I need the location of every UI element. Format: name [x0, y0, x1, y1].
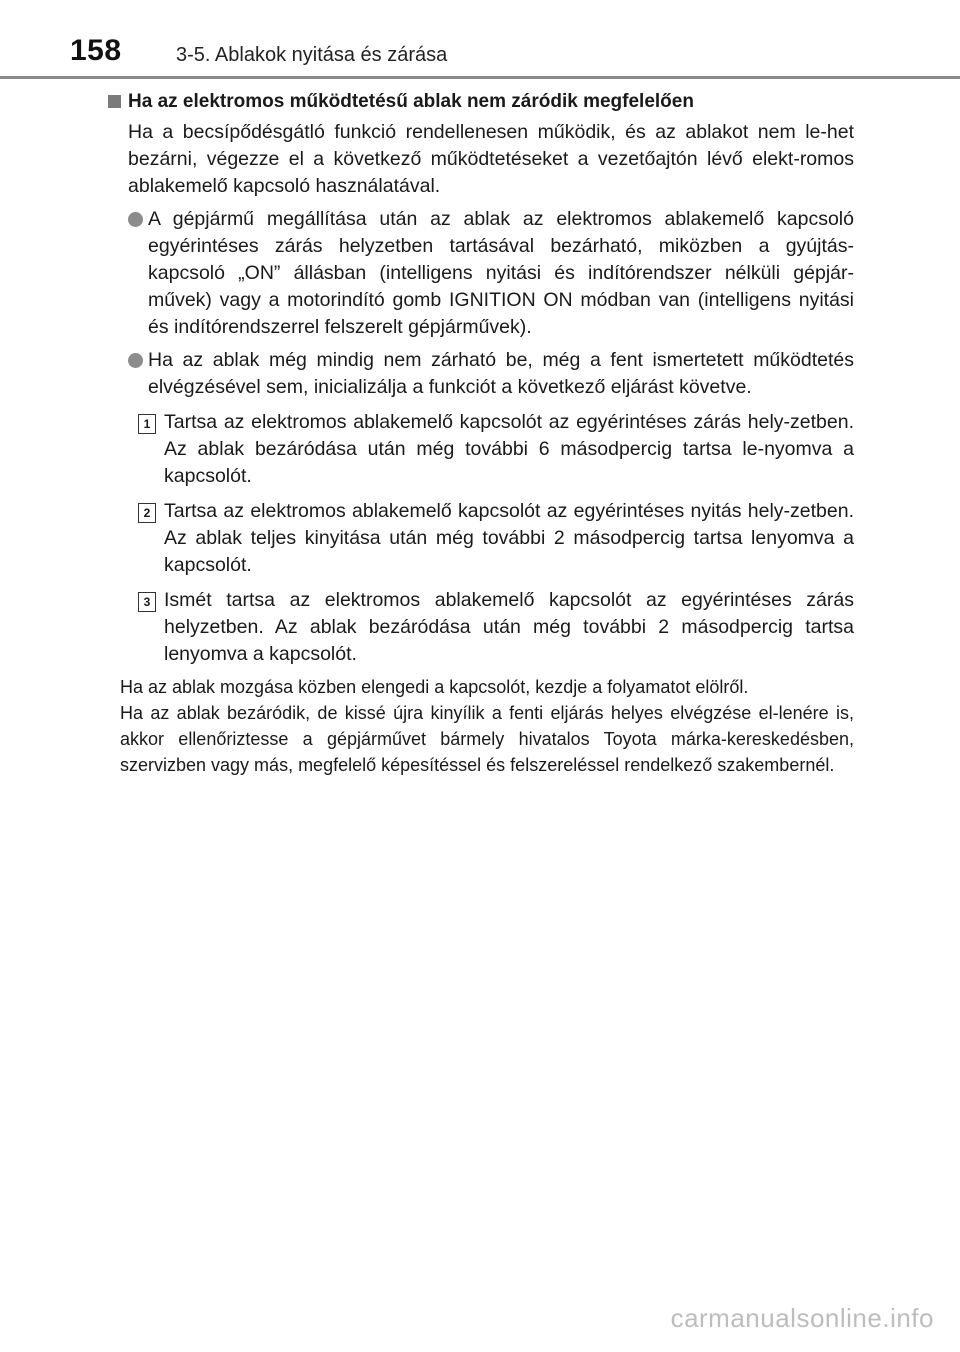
- page-header: [0, 0, 960, 80]
- note-paragraph: Ha az ablak bezáródik, de kissé újra kinyílik a fenti eljárás helyes elvégzése el-lenére is, akkor ellenőriztesse a gépjárművet bármely hivatalos Toyota márka-kereskedésben, szervizben vagy más, megfelelő képesítéssel és felszereléssel rendelkező szakembernél.: [120, 703, 854, 775]
- watermark: carmanualsonline.info: [670, 1303, 934, 1333]
- bullet-text: Ha az ablak még mindig nem zárható be, még a fent ismertetett működtetés elvégzésével sem, inicializálja a funkciót a következő eljárást követve.: [148, 349, 854, 398]
- section-heading: [108, 88, 854, 115]
- header-divider: [0, 76, 960, 79]
- heading-text: Ha az elektromos működtetésű ablak nem záródik megfelelően: [128, 91, 694, 112]
- step-text: Tartsa az elektromos ablakemelő kapcsolót az egyérintéses nyitás hely-zetben. Az ablak teljes kinyitása után még további 2 másodpercig tartsa lenyomva a kapcsolót.: [164, 500, 854, 576]
- section-title: 3-5. Ablakok nyitása és zárása: [176, 44, 448, 66]
- note-paragraph: Ha az ablak mozgása közben elengedi a kapcsolót, kezdje a folyamatot elölről.: [120, 677, 749, 697]
- round-bullet-icon: [128, 353, 143, 368]
- step-text: Tartsa az elektromos ablakemelő kapcsolót az egyérintéses zárás hely-zetben. Az ablak bezáródása után még további 6 másodpercig tartsa le-nyomva a kapcsolót.: [164, 411, 854, 487]
- step-number-badge: 3: [138, 592, 156, 612]
- page-number: 158: [70, 34, 122, 67]
- bullet-item: [148, 206, 854, 341]
- bullet-item: [148, 347, 854, 401]
- step-item: [143, 409, 854, 490]
- square-bullet-icon: [108, 95, 121, 108]
- round-bullet-icon: [128, 212, 143, 227]
- step-item: [143, 587, 854, 668]
- step-number-badge: 2: [138, 503, 156, 523]
- step-item: [143, 498, 854, 579]
- main-content: [108, 88, 854, 778]
- step-text: Ismét tartsa az elektromos ablakemelő kapcsolót az egyérintéses zárás helyzetben. Az ablak bezáródása után még további 2 másodpercig tartsa lenyomva a kapcsolót.: [164, 589, 854, 665]
- intro-paragraph: Ha a becsípődésgátló funkció rendellenesen működik, és az ablakot nem le-het bezárni, végezze el a következő működtetéseket a vezetőajtón lévő elekt-romos ablakemelő kapcsoló használatával.: [128, 121, 854, 197]
- bullet-text: A gépjármű megállítása után az ablak az elektromos ablakemelő kapcsoló egyérintéses zárás helyzetben tartásával bezárható, miközben a gyújtás-kapcsoló „ON” állásban (intelligens nyitási és indítórendszer nélküli gépjár-művek) vagy a motorindító gomb IGNITION ON módban van (intelligens nyitási és indítórendszerrel felszerelt gépjárművek).: [148, 208, 854, 338]
- step-number-badge: 1: [138, 414, 156, 434]
